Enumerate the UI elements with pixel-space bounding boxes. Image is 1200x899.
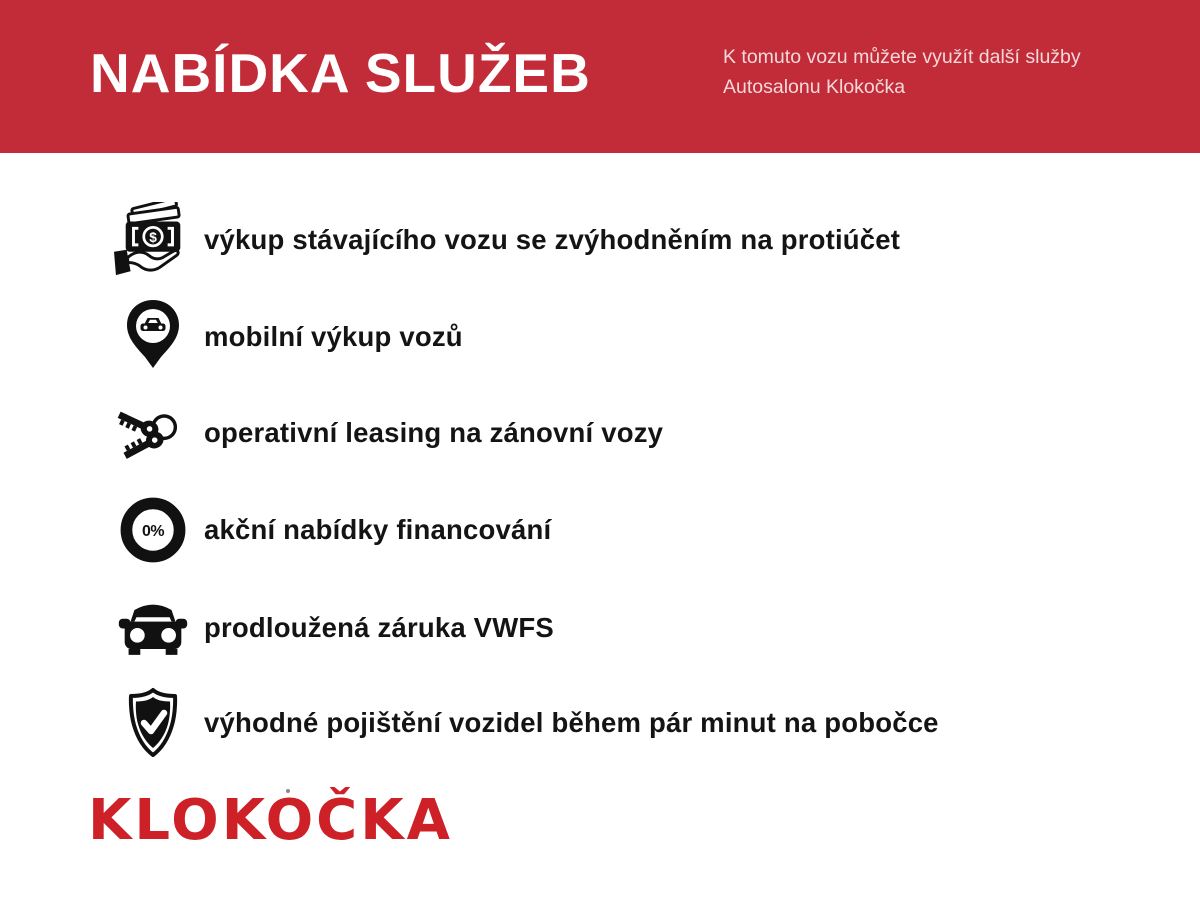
- location-pin-car-icon: [110, 288, 196, 386]
- service-label: výkup stávajícího vozu se zvýhodněním na protiúčet: [204, 224, 901, 255]
- service-label: operativní leasing na zánovní vozy: [204, 417, 664, 448]
- service-label: prodloužená záruka VWFS: [204, 612, 554, 643]
- shield-check-icon: [110, 687, 196, 759]
- cash-in-hand-icon: [110, 202, 196, 278]
- car-icon: [110, 598, 196, 659]
- service-row-warranty: [110, 588, 554, 668]
- service-label: akční nabídky financování: [204, 514, 552, 545]
- header-banner: [0, 0, 1200, 153]
- service-row-leasing: [110, 393, 663, 473]
- service-row-trade-in: [110, 200, 900, 280]
- klokocka-logo: KLOKOČKA: [88, 788, 454, 853]
- service-label: mobilní výkup vozů: [204, 321, 463, 352]
- zero-percent-text: 0%: [142, 522, 164, 540]
- service-row-mobile-buyout: [110, 297, 463, 377]
- zero-percent-icon: [110, 496, 196, 564]
- dollar-symbol: $: [149, 229, 157, 245]
- service-row-financing: [110, 490, 551, 570]
- service-label: výhodné pojištění vozidel během pár minut na pobočce: [204, 707, 939, 738]
- service-row-insurance: [110, 683, 939, 763]
- page-title: NABÍDKA SLUŽEB: [90, 42, 591, 104]
- car-keys-icon: [110, 389, 196, 478]
- banner-subtitle: K tomuto vozu můžete využít další služby Autosalonu Klokočka: [723, 46, 1081, 98]
